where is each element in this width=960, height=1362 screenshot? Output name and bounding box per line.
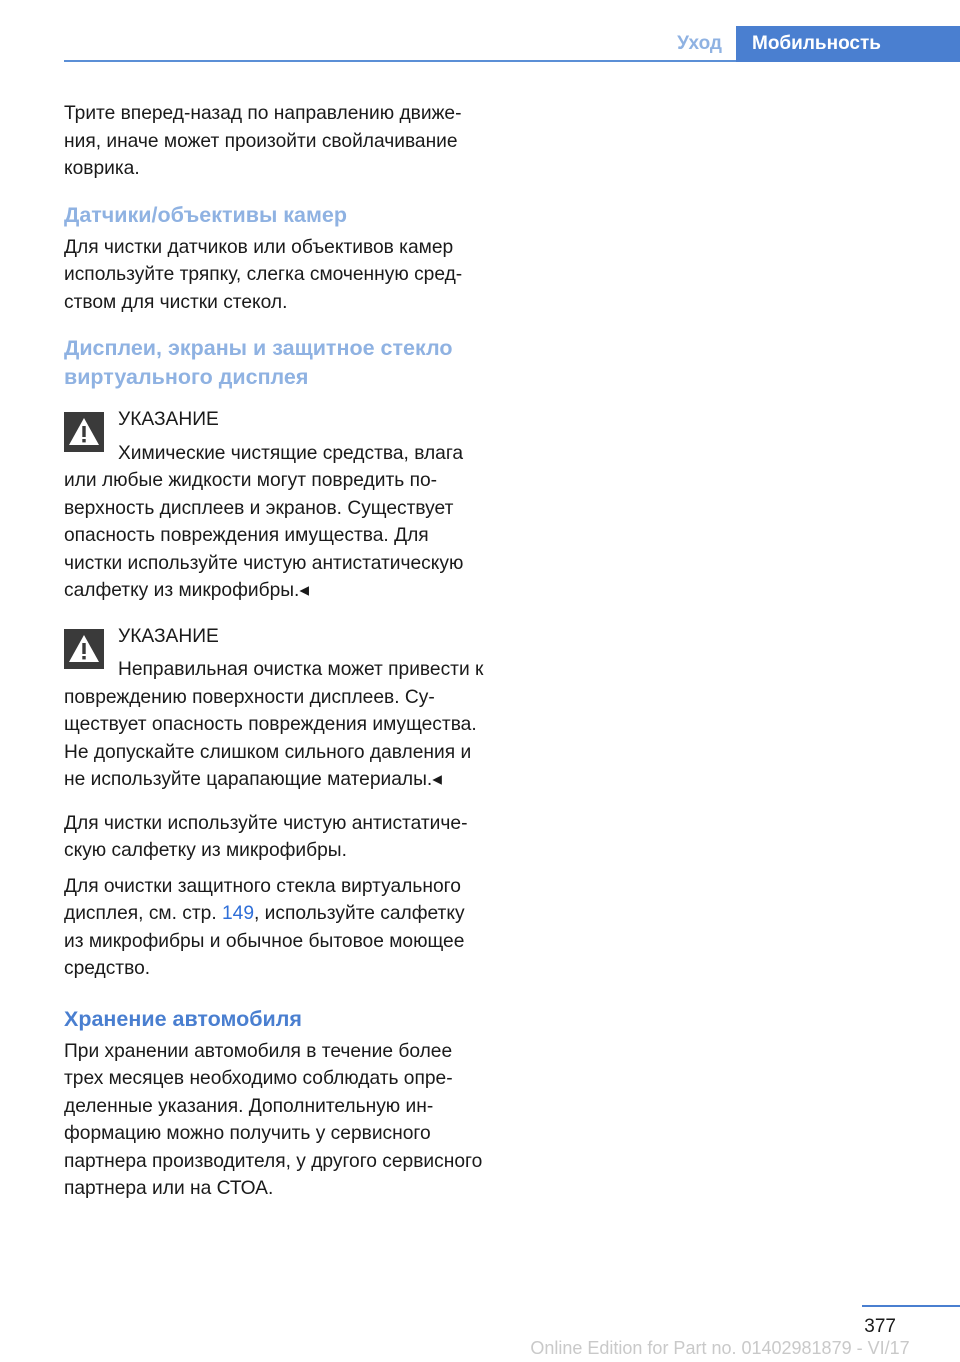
- sensors-heading: Датчики/объективы камер: [64, 202, 347, 227]
- warning-triangle-icon: [64, 629, 104, 669]
- page-number: 377: [864, 1316, 896, 1337]
- notice-1-text: Химические чистящие средства, влага или любые жидкости могут повредить поверхность дисплеев и экранов. Существует опасность повреждения имущества. Для чистки используйте чистую антистатическую салфетку из микрофибры.◂: [64, 442, 464, 601]
- header-tab-mobility[interactable]: Мобильность: [736, 26, 960, 62]
- notice-2-label: УКАЗАНИЕ: [118, 625, 219, 647]
- storage-heading: Хранение автомобиля: [64, 1006, 302, 1031]
- notice-block-1: [64, 406, 484, 605]
- glass-paragraph: [64, 873, 484, 983]
- notice-block-2: [64, 623, 484, 794]
- glass-paragraph-end: , используйте салфетку из микрофибры и обычное бытовое моющее средство.: [64, 903, 465, 979]
- header-tab-care[interactable]: Уход: [677, 33, 722, 54]
- notice-2-text: Неправильная очистка может привести к повреждению поверхности дисплеев. Существует опасность повреждения имущества. Не допускайте слишком сильного давления и не используйте царапающие материалы.◂: [64, 659, 484, 790]
- displays-heading: Дисплеи, экраны и защитное стекло виртуального дисплея: [64, 336, 453, 389]
- storage-paragraph: При хранении автомобиля в течение более трех месяцев необходимо соблюдать определенные указания. Дополнительную информацию можно получить у сервисного партнера производителя, у другого сервисного партнера или на СТОА.: [64, 1040, 483, 1199]
- cloth-paragraph: Для чистки используйте чистую антистатическую салфетку из микрофибры.: [64, 812, 468, 861]
- page-link-149[interactable]: 149: [221, 903, 254, 924]
- sensors-paragraph: Для чистки датчиков или объективов камер используйте тряпку, слегка смоченную средством для чистки стекол.: [64, 236, 463, 313]
- intro-paragraph: Трите вперед-назад по направлению движения, иначе может произойти свойлачивание коврика.: [64, 103, 462, 179]
- notice-1-label: УКАЗАНИЕ: [118, 409, 219, 430]
- warning-triangle-icon: [64, 412, 104, 452]
- main-column: [64, 100, 484, 1203]
- edition-footer: Online Edition for Part no. 01402981879 - VI/17: [530, 1338, 910, 1358]
- footer-rule: [862, 1305, 960, 1307]
- glass-paragraph-start: Для очистки защитного стекла виртуального дисплея, см. стр.: [64, 875, 461, 924]
